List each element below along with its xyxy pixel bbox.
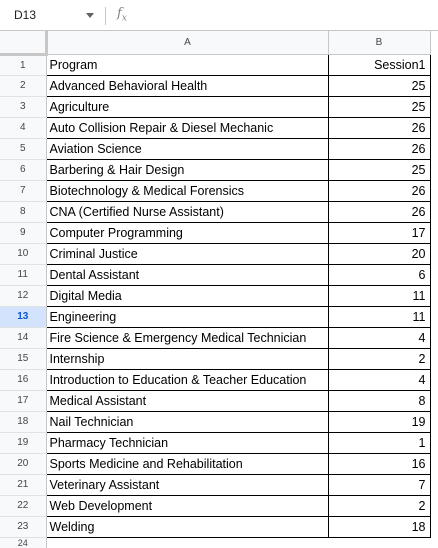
row-header[interactable]: 1 [0, 54, 46, 75]
name-box[interactable] [0, 0, 102, 30]
cell-session1[interactable]: 26 [328, 201, 430, 222]
cell-program[interactable]: Welding [46, 516, 328, 537]
column-header-a[interactable]: A [46, 31, 328, 54]
table-row [0, 285, 430, 306]
cell-session1[interactable]: Session1 [328, 54, 430, 75]
table-row [0, 201, 430, 222]
cell-session1[interactable]: 26 [328, 180, 430, 201]
cell-program[interactable]: Aviation Science [46, 138, 328, 159]
formula-bar [0, 0, 438, 31]
cell-session1[interactable]: 4 [328, 369, 430, 390]
table-row [0, 222, 430, 243]
cell-session1[interactable]: 25 [328, 159, 430, 180]
table-row [0, 348, 430, 369]
table-row [0, 306, 430, 327]
cell-program[interactable]: Dental Assistant [46, 264, 328, 285]
cell-session1[interactable]: 2 [328, 348, 430, 369]
row-header[interactable]: 17 [0, 390, 46, 411]
row-header[interactable]: 19 [0, 432, 46, 453]
cell-session1[interactable]: 11 [328, 285, 430, 306]
row-header[interactable]: 13 [0, 306, 46, 327]
cell-program[interactable]: Fire Science & Emergency Medical Technician [46, 327, 328, 348]
cell-program[interactable]: Program [46, 54, 328, 75]
cell-session1[interactable]: 8 [328, 390, 430, 411]
row-header[interactable]: 23 [0, 516, 46, 537]
row-header[interactable]: 15 [0, 348, 46, 369]
cell-session1[interactable]: 26 [328, 117, 430, 138]
fx-icon: $f_x$ [117, 6, 127, 24]
cell-program[interactable]: CNA (Certified Nurse Assistant) [46, 201, 328, 222]
cell-program[interactable]: Agriculture [46, 96, 328, 117]
cell-session1[interactable]: 20 [328, 243, 430, 264]
cell-program[interactable]: Pharmacy Technician [46, 432, 328, 453]
cell-program[interactable]: Introduction to Education & Teacher Education [46, 369, 328, 390]
row-header[interactable]: 21 [0, 474, 46, 495]
formula-input[interactable] [140, 4, 430, 26]
table-row [0, 180, 430, 201]
cell-program[interactable]: Criminal Justice [46, 243, 328, 264]
cell-program[interactable]: Sports Medicine and Rehabilitation [46, 453, 328, 474]
row-header[interactable]: 9 [0, 222, 46, 243]
cell-session1[interactable]: 26 [328, 138, 430, 159]
row-header[interactable]: 14 [0, 327, 46, 348]
cell-program[interactable]: Web Development [46, 495, 328, 516]
row-header[interactable]: 3 [0, 96, 46, 117]
table-row [0, 264, 430, 285]
cell-session1[interactable]: 11 [328, 306, 430, 327]
table-row [0, 96, 430, 117]
table-row [0, 474, 430, 495]
spreadsheet-grid [0, 31, 431, 548]
table-row [0, 516, 430, 537]
table-row [0, 243, 430, 264]
row-header[interactable]: 10 [0, 243, 46, 264]
row-header[interactable]: 2 [0, 75, 46, 96]
cell-program[interactable]: Engineering [46, 306, 328, 327]
cell-program[interactable]: Computer Programming [46, 222, 328, 243]
cell-program[interactable]: Medical Assistant [46, 390, 328, 411]
cell-session1[interactable]: 4 [328, 327, 430, 348]
cell-session1[interactable]: 1 [328, 432, 430, 453]
row-header[interactable]: 18 [0, 411, 46, 432]
table-row [0, 369, 430, 390]
table-row [0, 390, 430, 411]
table-row [0, 117, 430, 138]
cell-session1[interactable]: 6 [328, 264, 430, 285]
row-header[interactable]: 11 [0, 264, 46, 285]
row-header[interactable]: 20 [0, 453, 46, 474]
row-header[interactable]: 24 [0, 537, 46, 548]
cell-program[interactable]: Internship [46, 348, 328, 369]
cell-session1[interactable]: 25 [328, 75, 430, 96]
row-header[interactable]: 16 [0, 369, 46, 390]
select-all-corner[interactable] [0, 31, 46, 54]
cell-session1[interactable]: 19 [328, 411, 430, 432]
cell-program[interactable]: Auto Collision Repair & Diesel Mechanic [46, 117, 328, 138]
cell-program[interactable]: Veterinary Assistant [46, 474, 328, 495]
row-header[interactable]: 22 [0, 495, 46, 516]
row-header[interactable]: 8 [0, 201, 46, 222]
table-row [0, 327, 430, 348]
cell-program[interactable]: Digital Media [46, 285, 328, 306]
table-row [0, 159, 430, 180]
cell-session1[interactable]: 18 [328, 516, 430, 537]
cell-program[interactable]: Advanced Behavioral Health [46, 75, 328, 96]
chevron-down-icon[interactable] [86, 13, 94, 18]
cell-session1[interactable]: 17 [328, 222, 430, 243]
row-header[interactable]: 7 [0, 180, 46, 201]
row-header[interactable]: 4 [0, 117, 46, 138]
table-row [0, 411, 430, 432]
cell-session1[interactable]: 2 [328, 495, 430, 516]
row-header[interactable]: 6 [0, 159, 46, 180]
cell-reference: D13 [14, 8, 37, 22]
cell-program[interactable]: Biotechnology & Medical Forensics [46, 180, 328, 201]
cell-session1[interactable]: 25 [328, 96, 430, 117]
table-row [0, 495, 430, 516]
table-row [0, 138, 430, 159]
formula-bar-divider [105, 7, 106, 25]
row-header[interactable]: 5 [0, 138, 46, 159]
row-header[interactable]: 12 [0, 285, 46, 306]
cell-program[interactable]: Barbering & Hair Design [46, 159, 328, 180]
table-row [0, 54, 430, 75]
cell-session1[interactable]: 7 [328, 474, 430, 495]
cell-program[interactable]: Nail Technician [46, 411, 328, 432]
table-row [0, 432, 430, 453]
table-row [0, 453, 430, 474]
column-header-b[interactable]: B [328, 31, 430, 54]
cell-session1[interactable]: 16 [328, 453, 430, 474]
table-row [0, 75, 430, 96]
